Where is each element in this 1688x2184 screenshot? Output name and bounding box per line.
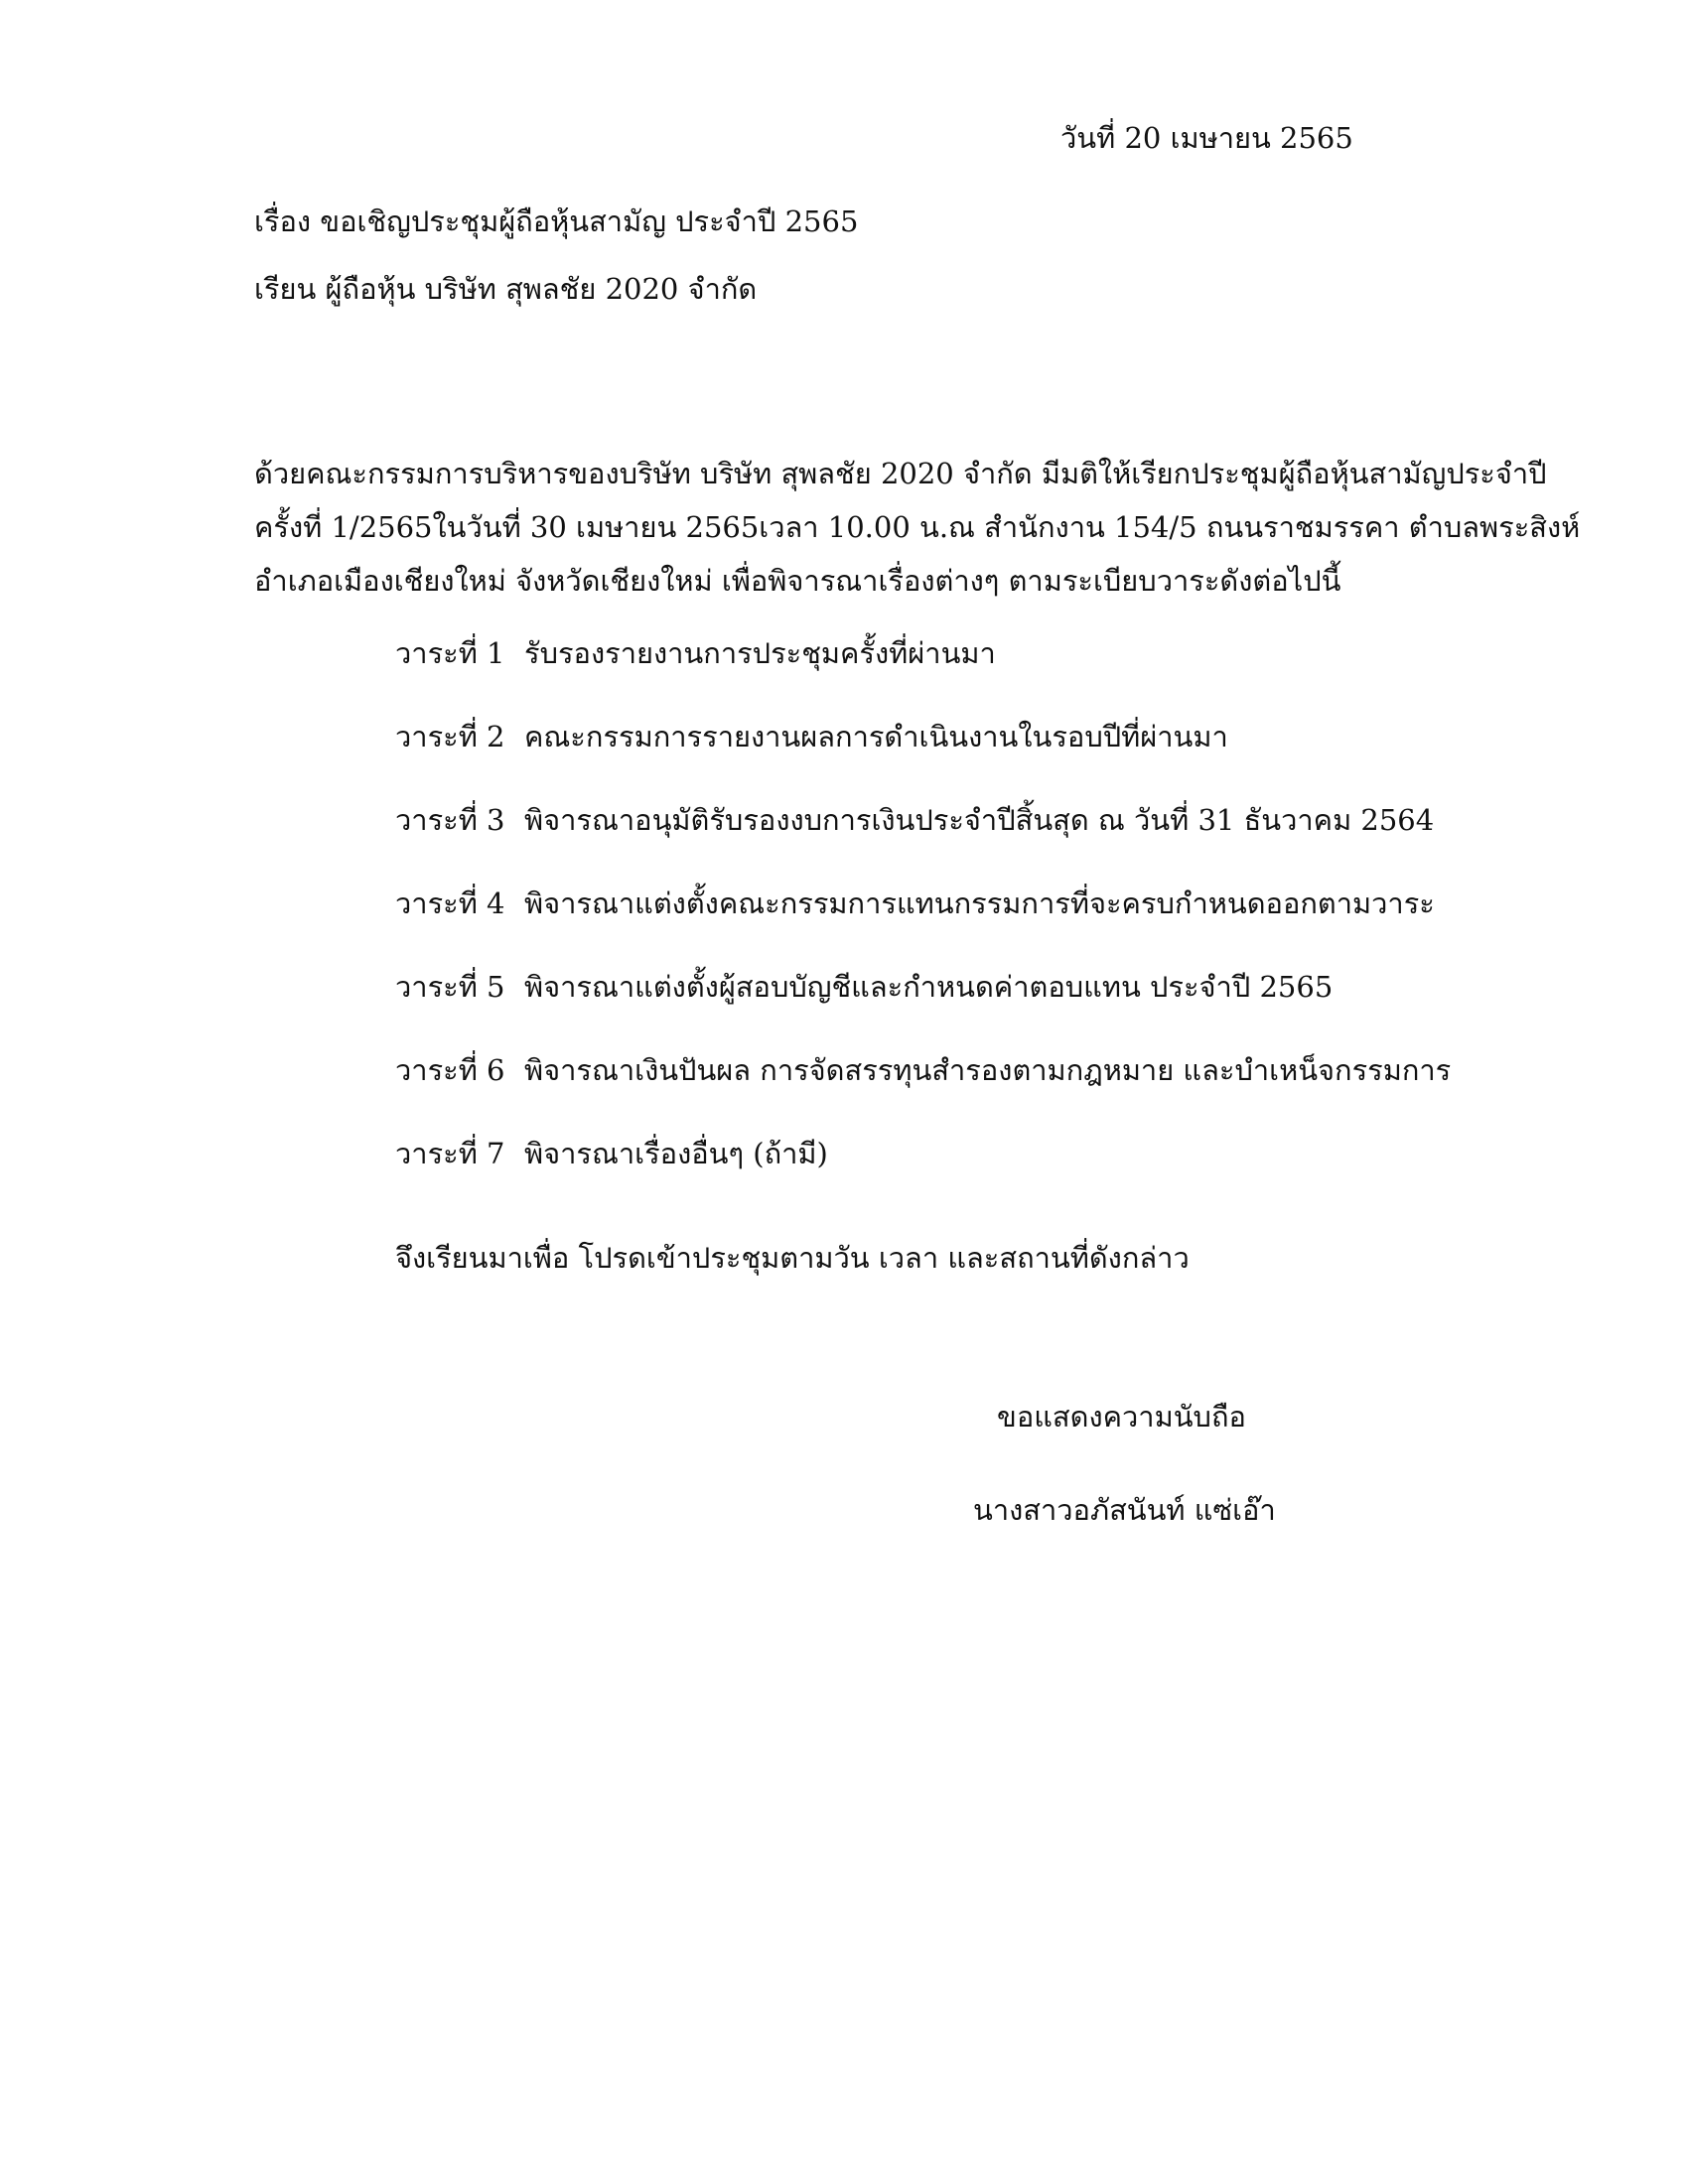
agenda-text: พิจารณาแต่งตั้งคณะกรรมการแทนกรรมการที่จะครบกำหนดออกตามวาระ <box>524 887 1435 920</box>
letter-subject: เรื่อง ขอเชิญประชุมผู้ถือหุ้นสามัญ ประจำปี 2565 <box>254 205 859 238</box>
closing-line: จึงเรียนมาเพื่อ โปรดเข้าประชุมตามวัน เวลา และสถานที่ดังกล่าว <box>395 1241 1190 1275</box>
agenda-text: รับรองรายงานการประชุมครั้งที่ผ่านมา <box>524 636 996 670</box>
agenda-text: พิจารณาเงินปันผล การจัดสรรทุนสำรองตามกฎหมาย และบำเหน็จกรรมการ <box>524 1053 1452 1087</box>
agenda-item-6 <box>395 1048 1452 1132</box>
agenda-number: วาระที่ 5 <box>395 970 505 1004</box>
signer-name: นางสาวอภัสนันท์ แซ่เอ๊า <box>973 1493 1276 1527</box>
agenda-item-2 <box>395 715 1448 798</box>
agenda-item-1 <box>395 631 1448 715</box>
intro-line-2: ครั้งที่ 1/2565ในวันที่ 30 เมษายน 2565เวลา 10.00 น.ณ สำนักงาน 154/5 ถนนราชมรรคา ตำบลพระสิงห์ <box>254 510 1581 544</box>
agenda-number: วาระที่ 3 <box>395 803 505 837</box>
agenda-number: วาระที่ 7 <box>395 1137 505 1170</box>
agenda-item-4 <box>395 882 1448 965</box>
agenda-item-5 <box>395 965 1448 1048</box>
agenda-text: พิจารณาแต่งตั้งผู้สอบบัญชีและกำหนดค่าตอบแทน ประจำปี 2565 <box>524 970 1334 1004</box>
agenda-item-7 <box>395 1132 1448 1215</box>
agenda-text: พิจารณาเรื่องอื่นๆ (ถ้ามี) <box>524 1137 828 1170</box>
letter-date: วันที่ 20 เมษายน 2565 <box>1060 121 1353 155</box>
letter-recipient: เรียน ผู้ถือหุ้น บริษัท สุพลชัย 2020 จำกัด <box>254 272 758 306</box>
agenda-number: วาระที่ 1 <box>395 636 505 670</box>
agenda-number: วาระที่ 2 <box>395 720 505 753</box>
intro-paragraph <box>254 447 1581 608</box>
agenda-item-3 <box>395 798 1448 882</box>
agenda-list <box>395 631 1452 1215</box>
regards-line: ขอแสดงความนับถือ <box>997 1400 1246 1433</box>
agenda-text: คณะกรรมการรายงานผลการดำเนินงานในรอบปีที่ผ่านมา <box>524 720 1228 753</box>
agenda-text: พิจารณาอนุมัติรับรองงบการเงินประจำปีสิ้นสุด ณ วันที่ 31 ธันวาคม 2564 <box>524 803 1435 837</box>
intro-line-1: ด้วยคณะกรรมการบริหารของบริษัท บริษัท สุพลชัย 2020 จำกัด มีมติให้เรียกประชุมผู้ถือหุ้นสามัญประจำปี <box>254 457 1547 490</box>
intro-line-3: อำเภอเมืองเชียงใหม่ จังหวัดเชียงใหม่ เพื่อพิจารณาเรื่องต่างๆ ตามระเบียบวาระดังต่อไปนี้ <box>254 564 1341 598</box>
agenda-number: วาระที่ 4 <box>395 887 505 920</box>
agenda-number: วาระที่ 6 <box>395 1053 505 1087</box>
